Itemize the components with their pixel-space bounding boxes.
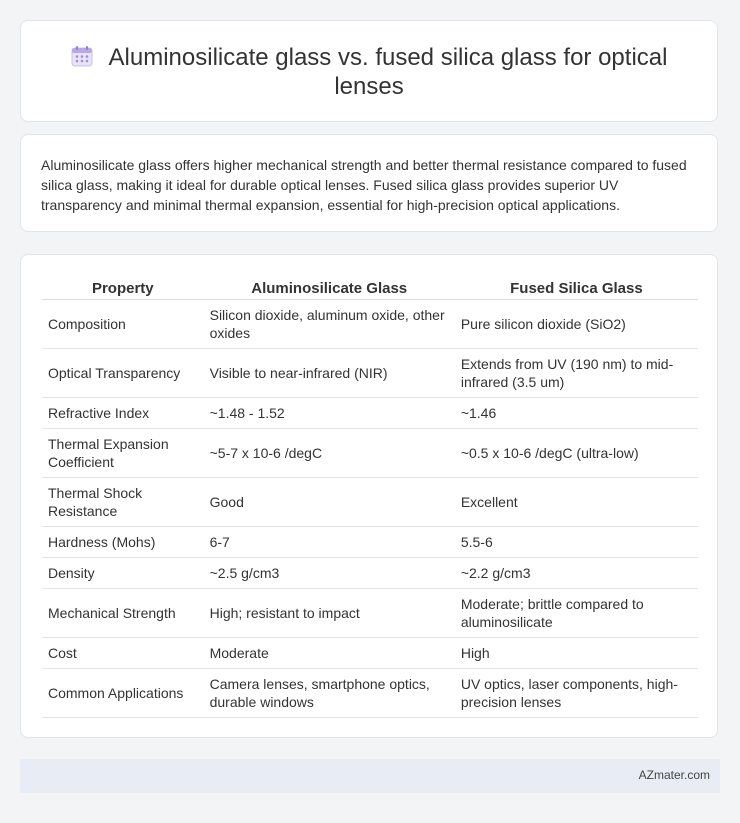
table-row [42,527,698,558]
table-row [42,300,698,349]
footer-brand[interactable]: AZmater.com [638,768,710,782]
comparison-table [42,275,698,718]
summary-card [20,134,718,232]
summary-text: Aluminosilicate glass offers higher mechanical strength and better thermal resistance compared to fused silica glass, making it ideal for durable optical lenses. Fused silica glass provides superior UV transparency and minimal thermal expansion, essential for high-precision optical applications. [41,157,687,213]
page-title-container [21,43,717,101]
row-property: Composition [42,300,204,349]
row-aluminosilicate-value: ~2.5 g/cm3 [204,558,455,589]
table-row [42,349,698,398]
row-property: Thermal Expansion Coefficient [42,429,204,478]
row-aluminosilicate-value: Moderate [204,638,455,669]
row-aluminosilicate-value: ~5-7 x 10-6 /degC [204,429,455,478]
row-aluminosilicate-value: Visible to near-infrared (NIR) [204,349,455,398]
calendar-icon [71,45,93,67]
comparison-card [20,254,718,738]
table-row [42,558,698,589]
row-fused-silica-value: High [455,638,698,669]
title-card [20,20,718,122]
row-property: Hardness (Mohs) [42,527,204,558]
table-row [42,398,698,429]
row-property: Cost [42,638,204,669]
row-aluminosilicate-value: High; resistant to impact [204,589,455,638]
row-property: Thermal Shock Resistance [42,478,204,527]
row-property: Refractive Index [42,398,204,429]
table-header-row [42,275,698,300]
page-title: Aluminosilicate glass vs. fused silica glass for optical lenses [108,44,668,100]
row-aluminosilicate-value: 6-7 [204,527,455,558]
table-row [42,429,698,478]
table-row [42,638,698,669]
row-property: Optical Transparency [42,349,204,398]
table-row [42,669,698,718]
row-fused-silica-value: 5.5-6 [455,527,698,558]
header-fused-silica: Fused Silica Glass [455,275,698,300]
row-property: Mechanical Strength [42,589,204,638]
row-fused-silica-value: Excellent [455,478,698,527]
row-property: Common Applications [42,669,204,718]
row-fused-silica-value: Moderate; brittle compared to aluminosilicate [455,589,698,638]
table-row [42,478,698,527]
row-aluminosilicate-value: ~1.48 - 1.52 [204,398,455,429]
row-fused-silica-value: ~2.2 g/cm3 [455,558,698,589]
row-fused-silica-value: Extends from UV (190 nm) to mid-infrared (3.5 um) [455,349,698,398]
row-fused-silica-value: ~1.46 [455,398,698,429]
row-fused-silica-value: Pure silicon dioxide (SiO2) [455,300,698,349]
header-aluminosilicate: Aluminosilicate Glass [204,275,455,300]
table-row [42,589,698,638]
row-fused-silica-value: UV optics, laser components, high-precision lenses [455,669,698,718]
row-aluminosilicate-value: Good [204,478,455,527]
row-aluminosilicate-value: Silicon dioxide, aluminum oxide, other oxides [204,300,455,349]
footer-bar [20,759,720,793]
row-property: Density [42,558,204,589]
row-aluminosilicate-value: Camera lenses, smartphone optics, durable windows [204,669,455,718]
header-property: Property [42,275,204,300]
row-fused-silica-value: ~0.5 x 10-6 /degC (ultra-low) [455,429,698,478]
